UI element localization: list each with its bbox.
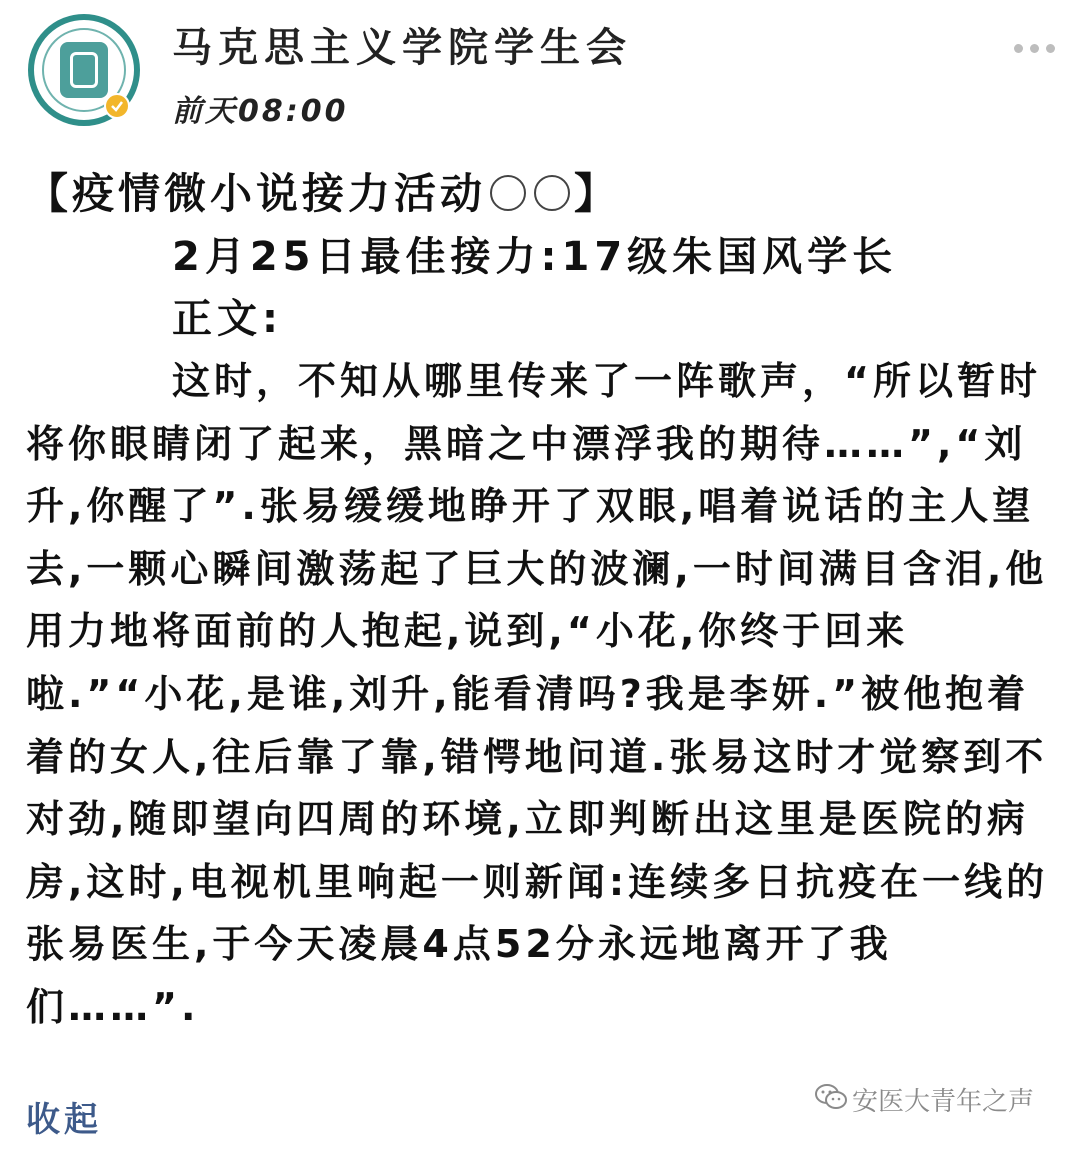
post-body bbox=[26, 162, 1056, 1039]
post-time: 前天08:00 bbox=[172, 94, 349, 129]
more-dots-icon[interactable] bbox=[1012, 36, 1058, 60]
verified-badge-icon bbox=[104, 93, 130, 119]
wechat-icon bbox=[814, 1083, 848, 1123]
post-header bbox=[0, 0, 1075, 150]
post-title bbox=[26, 162, 1056, 226]
hand-over-face-emoji-icon bbox=[490, 175, 526, 211]
watermark-text: 安医大青年之声 bbox=[852, 1087, 1035, 1117]
seal-logo-icon bbox=[60, 42, 108, 98]
post-title-text: 【疫情微小说接力活动 bbox=[26, 169, 487, 218]
watermark bbox=[814, 1082, 1034, 1122]
account-name[interactable]: 马克思主义学院学生会 bbox=[172, 25, 632, 71]
body-label: 正文: bbox=[172, 296, 283, 342]
collapse-button[interactable]: 收起 bbox=[26, 1100, 102, 1140]
post-title-bracket: 】 bbox=[574, 169, 621, 218]
hand-over-face-emoji-icon bbox=[534, 175, 570, 211]
story-paragraph: 这时，不知从哪里传来了一阵歌声，“所以暂时将你眼睛闭了起来，黑暗之中漂浮我的期待……”,“刘升,你醒了”.张易缓缓地睁开了双眼,唱着说话的主人望去,一颗心瞬间激荡起了巨大的波澜,一时间满目含泪,他用力地将面前的人抱起,说到,“小花,你终于回来啦.”“小花,是谁,刘升,能看清吗?我是李妍.”被他抱着着的女人,往后靠了靠,错愕地问道.张易这时才觉察到不对劲,随即望向四周的环境,立即判断出这里是医院的病房,这时,电视机里响起一则新闻:连续多日抗疫在一线的张易医生,于今天凌晨4点52分永远地离开了我们……”. bbox=[26, 359, 1049, 1029]
best-relay-line: 2月25日最佳接力:17级朱国风学长 bbox=[172, 234, 898, 280]
